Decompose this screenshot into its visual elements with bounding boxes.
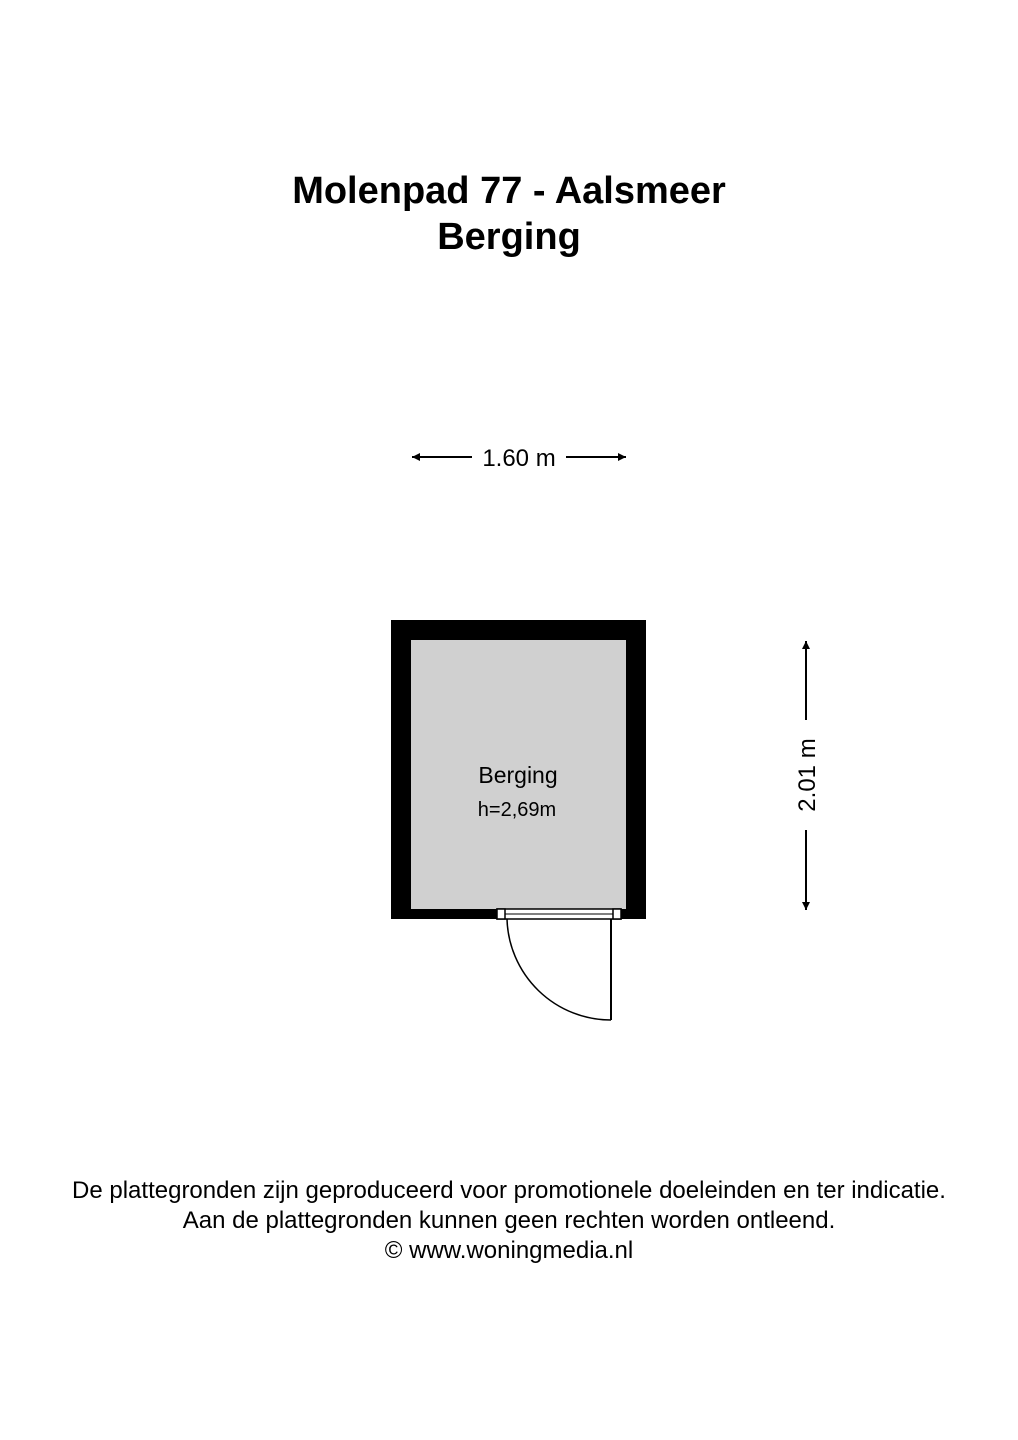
floor-subtitle: Berging xyxy=(437,216,581,258)
room-height: h=2,69m xyxy=(477,799,557,821)
depth-dimension xyxy=(794,641,821,910)
room-name: Berging xyxy=(478,762,558,788)
width-dimension xyxy=(412,445,626,472)
door-jamb-right xyxy=(613,909,621,919)
depth-dimension-label: 2.01 m xyxy=(794,738,821,812)
door-jamb-left xyxy=(497,909,505,919)
copyright-line: © www.woningmedia.nl xyxy=(384,1237,634,1264)
disclaimer-line-1: De plattegronden zijn geproduceerd voor promotionele doeleinden en ter indicatie. xyxy=(72,1177,946,1204)
width-dimension-label: 1.60 m xyxy=(482,445,556,472)
door xyxy=(497,909,621,1020)
door-swing-arc xyxy=(507,919,611,1020)
plan-title: Molenpad 77 - Aalsmeer xyxy=(292,170,726,212)
disclaimer-line-2: Aan de plattegronden kunnen geen rechten worden ontleend. xyxy=(182,1207,836,1234)
